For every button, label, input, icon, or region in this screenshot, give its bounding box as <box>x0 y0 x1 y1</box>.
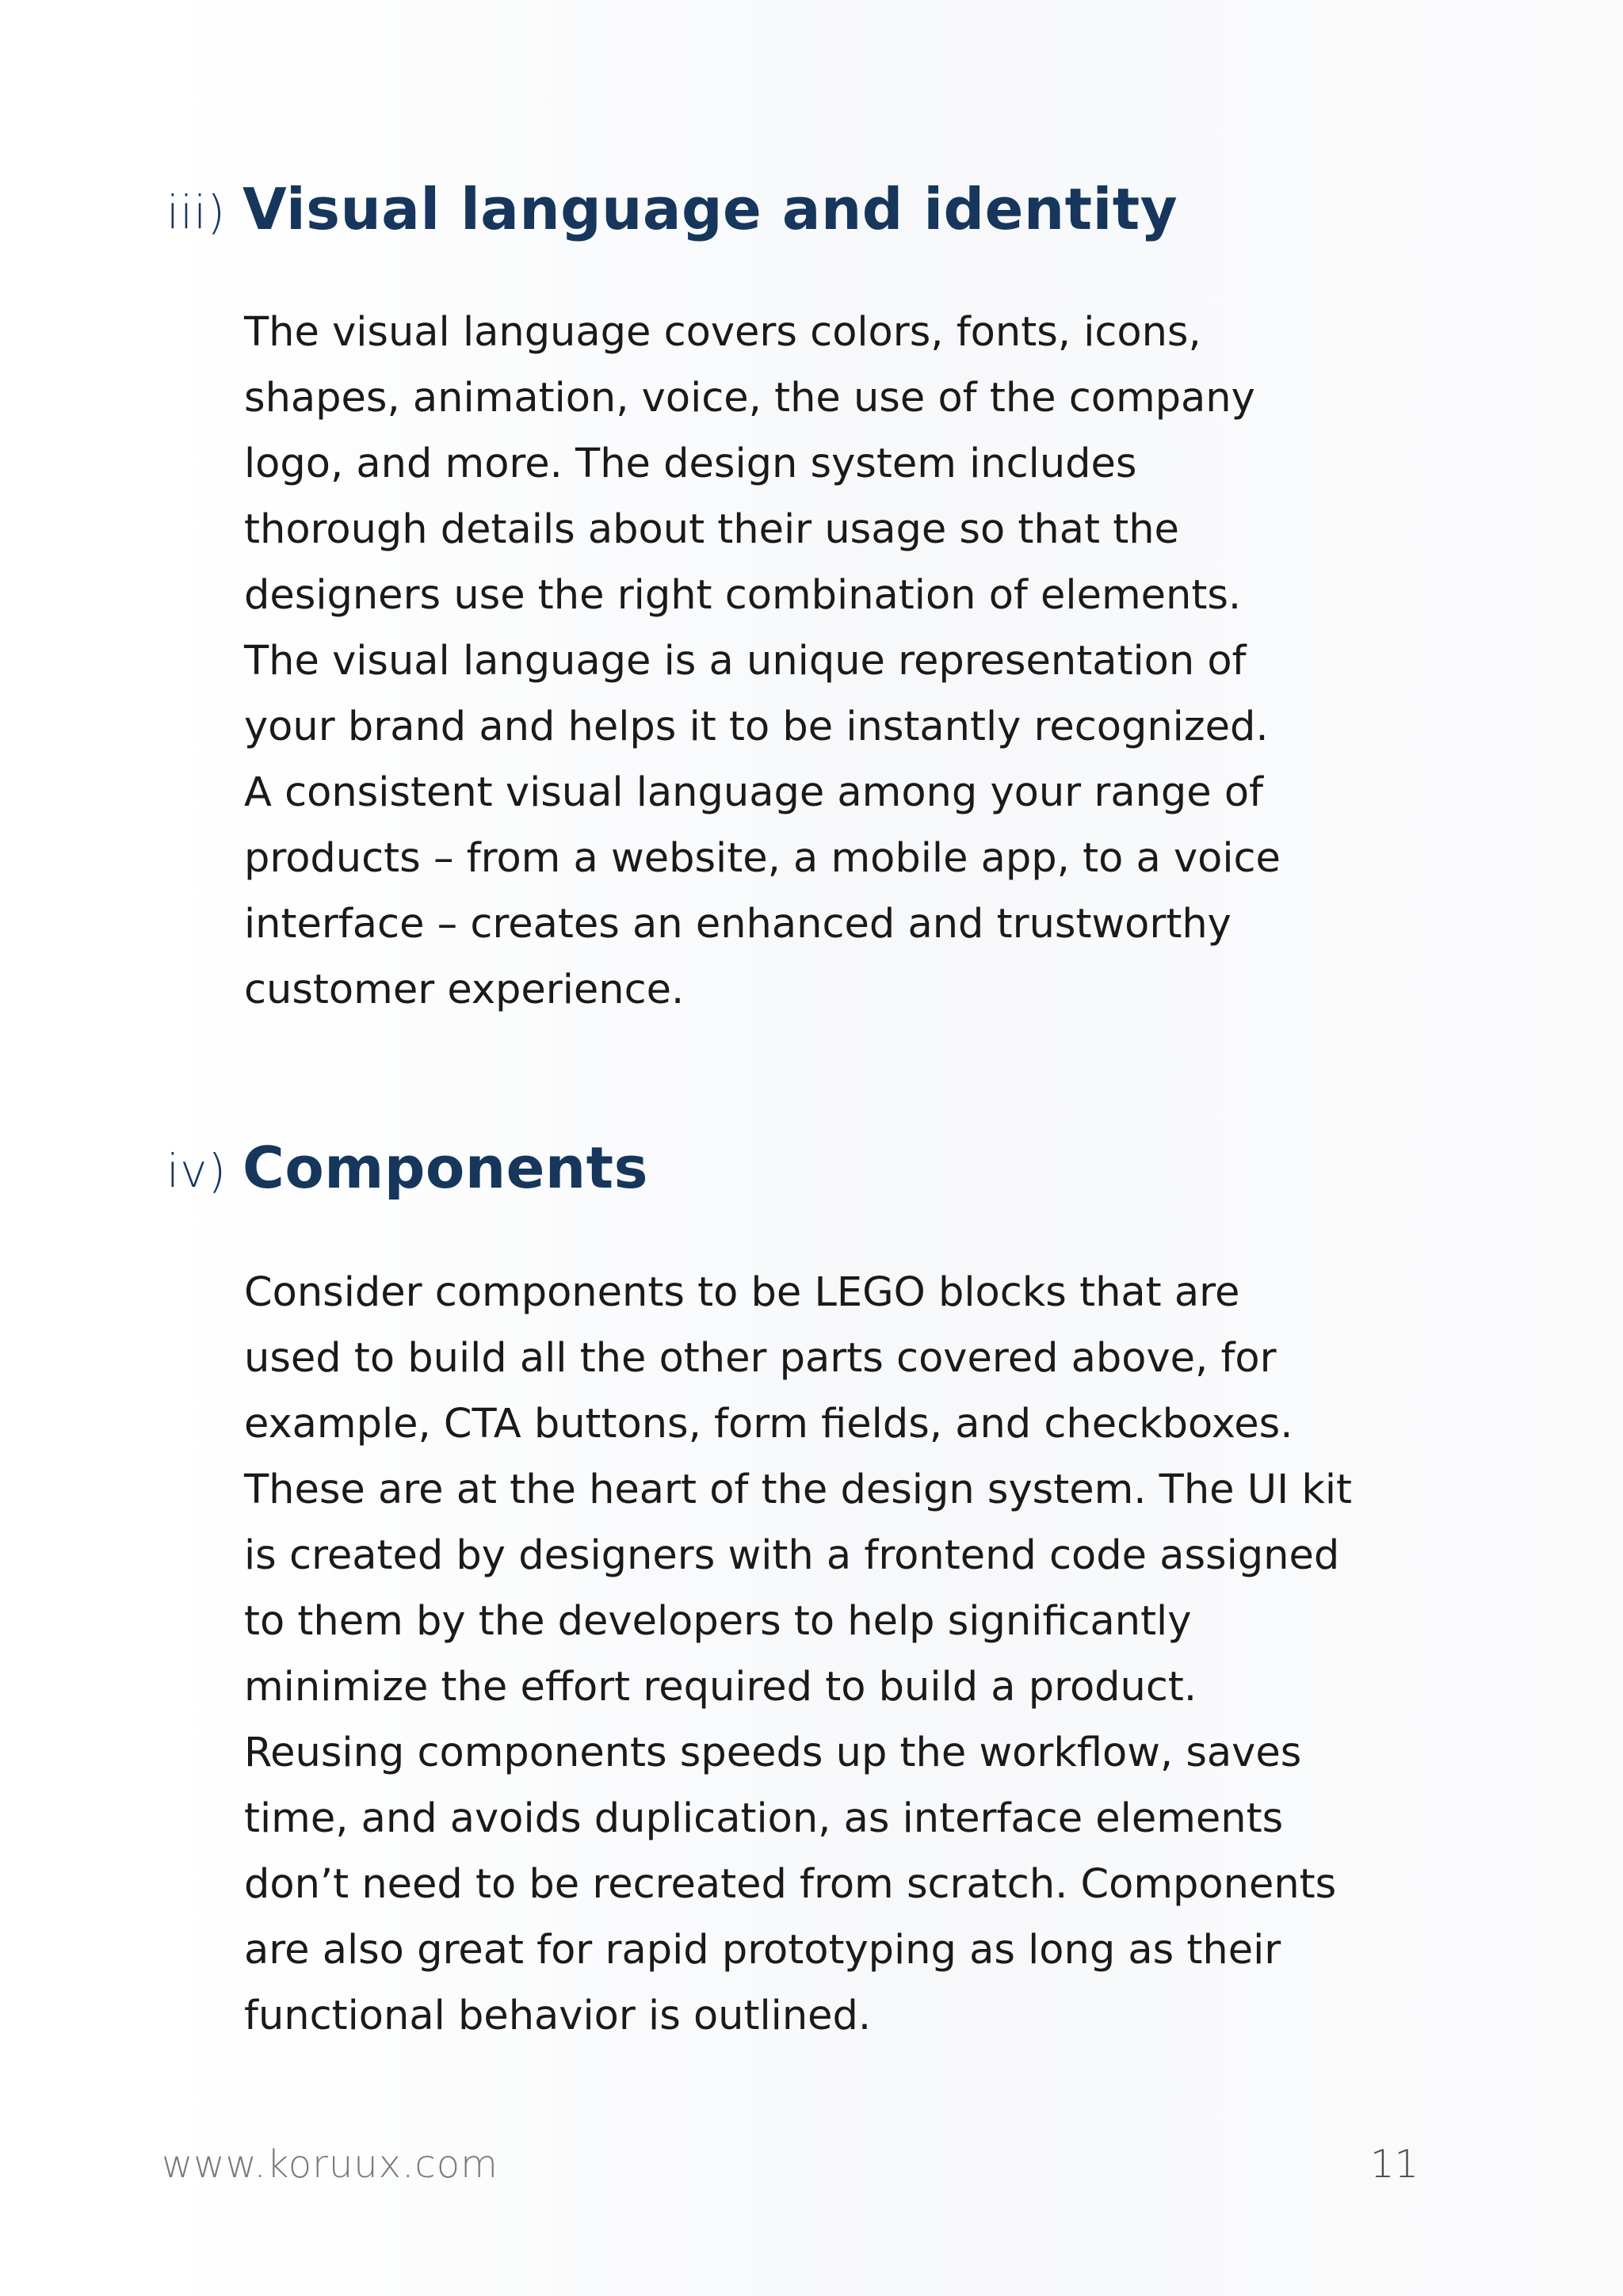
body-line: thorough details about their usage so that the <box>244 506 1179 553</box>
body-line: shapes, animation, voice, the use of the company <box>244 375 1255 421</box>
body-line: example, CTA buttons, form fields, and checkboxes. <box>244 1401 1293 1447</box>
body-line: logo, and more. The design system includes <box>244 441 1137 487</box>
body-line: is created by designers with a frontend code assigned <box>244 1532 1340 1579</box>
section-numeral: iii) <box>166 185 226 239</box>
body-line: interface – creates an enhanced and trustworthy <box>244 901 1232 948</box>
body-line: minimize the effort required to build a product. <box>244 1664 1197 1711</box>
body-line: customer experience. <box>244 967 685 1013</box>
body-line: Consider components to be LEGO blocks that are <box>244 1269 1240 1316</box>
page-number: 11 <box>1369 2142 1419 2187</box>
section-body <box>244 1260 1512 2049</box>
body-line: The visual language is a unique representation of <box>244 638 1247 685</box>
body-line: are also great for rapid prototyping as long as their <box>244 1927 1281 1974</box>
section-body <box>244 299 1512 1023</box>
body-line: don’t need to be recreated from scratch. Components <box>244 1861 1337 1908</box>
body-line: used to build all the other parts covered above, for <box>244 1335 1277 1382</box>
body-line: Reusing components speeds up the workflow, saves <box>244 1730 1302 1776</box>
section-title: Components <box>242 1135 648 1201</box>
footer-website-url: www.koruux.com <box>162 2142 498 2187</box>
body-line: functional behavior is outlined. <box>244 1993 872 2039</box>
body-line: to them by the developers to help significantly <box>244 1598 1192 1645</box>
body-line: A consistent visual language among your range of <box>244 769 1264 816</box>
body-line: The visual language covers colors, fonts, icons, <box>244 309 1201 356</box>
section-title: Visual language and identity <box>242 176 1178 242</box>
section-numeral: iv) <box>166 1144 227 1198</box>
body-line: your brand and helps it to be instantly recognized. <box>244 704 1269 750</box>
body-line: These are at the heart of the design system. The UI kit <box>244 1466 1353 1513</box>
body-line: time, and avoids duplication, as interface elements <box>244 1795 1284 1842</box>
body-line: designers use the right combination of elements. <box>244 572 1242 619</box>
body-line: products – from a website, a mobile app, to a voice <box>244 835 1281 882</box>
